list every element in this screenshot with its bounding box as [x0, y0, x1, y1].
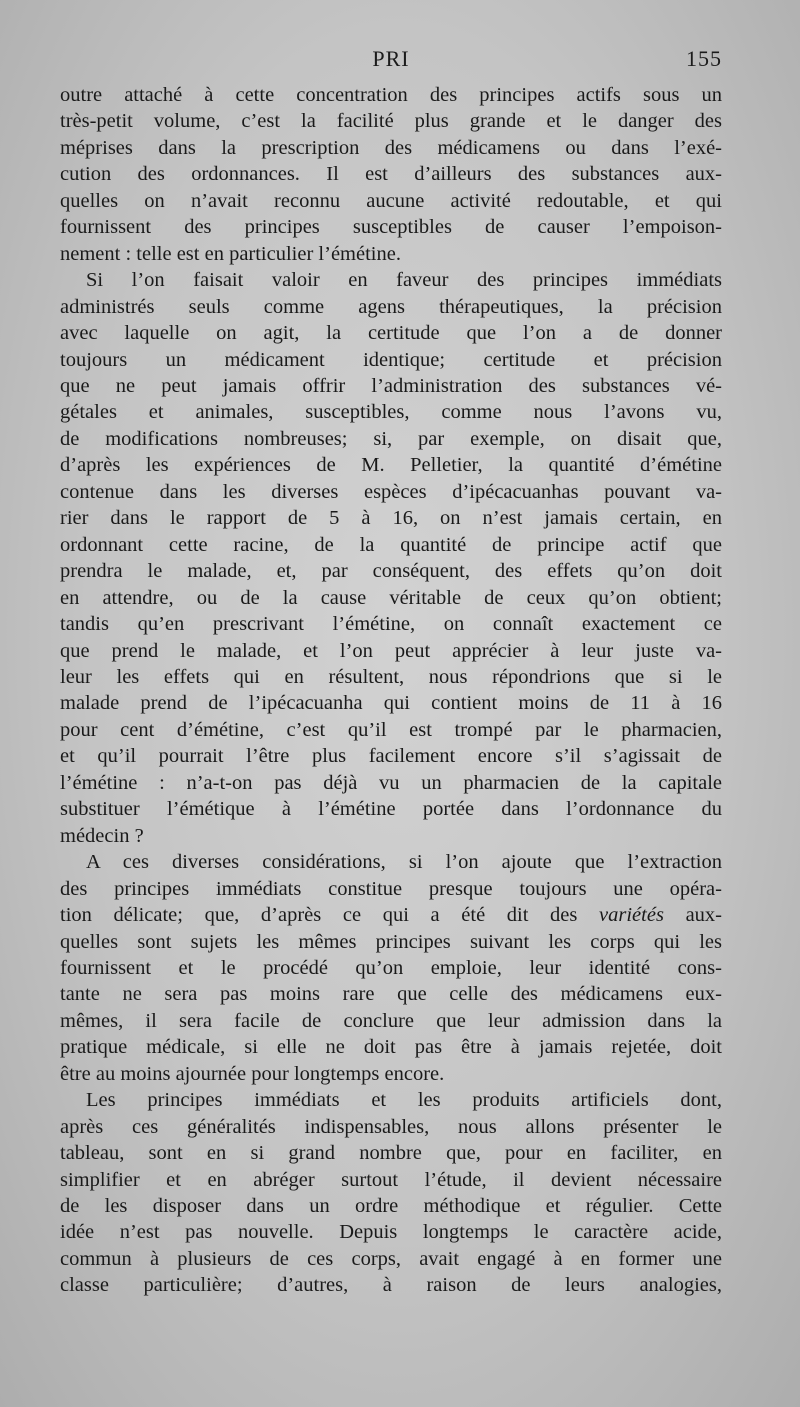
- text-line: [60, 108, 722, 134]
- running-title: PRI: [372, 46, 410, 71]
- text-line: [60, 452, 722, 478]
- text-line-content: gétales et animales, susceptibles, comme nous l’avons vu,: [60, 401, 722, 424]
- text-line-content: administrés seuls comme agens thérapeutiques, la précision: [60, 295, 722, 318]
- text-line: [60, 82, 722, 108]
- text-line-content: tableau, sont en si grand nombre que, pour en faciliter, en: [60, 1142, 722, 1165]
- text-line: [60, 532, 722, 558]
- text-line-content: de modifications nombreuses; si, par exemple, on disait que,: [60, 427, 722, 450]
- text-line: [60, 161, 722, 187]
- text-line-content: des principes immédiats constitue presque toujours une opéra-: [60, 877, 722, 900]
- text-line: [60, 373, 722, 399]
- text-line-content: toujours un médicament identique; certitude et précision: [60, 348, 722, 371]
- text-line: [60, 823, 722, 849]
- text-line: [60, 294, 722, 320]
- text-line-content: tante ne sera pas moins rare que celle des médicamens eux-: [60, 983, 722, 1006]
- text-line-content: être au moins ajournée pour longtemps encore.: [60, 1062, 445, 1085]
- text-line: [60, 558, 722, 584]
- text-line-content: A ces diverses considérations, si l’on ajoute que l’extraction: [86, 851, 722, 874]
- text-line-content: mêmes, il sera facile de conclure que leur admission dans la: [60, 1009, 722, 1032]
- text-line-content: tion délicate; que, d’après ce qui a été dit des: [60, 904, 578, 927]
- text-line-content: médecin ?: [60, 824, 144, 847]
- text-line-content: rier dans le rapport de 5 à 16, on n’est jamais certain, en: [60, 507, 722, 530]
- text-line-content: leur les effets qui en résultent, nous répondrions que si le: [60, 665, 722, 688]
- text-line: [60, 1061, 722, 1087]
- text-line: [60, 241, 722, 267]
- text-line-content: fournissent et le procédé qu’on emploie, leur identité cons-: [60, 956, 722, 979]
- text-line: [60, 347, 722, 373]
- text-line-content: que prend le malade, et l’on peut apprécier à leur juste va-: [60, 639, 722, 662]
- text-line-content: méprises dans la prescription des médicamens ou dans l’exé-: [60, 136, 722, 159]
- text-line-content: très-petit volume, c’est la facilité plus grande et le danger des: [60, 110, 722, 133]
- text-line-content: substituer l’émétique à l’émétine portée dans l’ordonnance du: [60, 798, 722, 821]
- text-line-content: outre attaché à cette concentration des principes actifs sous un: [60, 84, 722, 106]
- text-line-content: fournissent des principes susceptibles de causer l’empoison-: [60, 216, 722, 239]
- text-line-content: simplifier et en abréger surtout l’étude, il devient nécessaire: [60, 1168, 722, 1191]
- page-header: [60, 46, 722, 78]
- text-line: [60, 1114, 722, 1140]
- text-line: [60, 1193, 722, 1219]
- text-line-content: que ne peut jamais offrir l’administration des substances vé-: [60, 374, 722, 397]
- text-line: [60, 611, 722, 637]
- text-line-content: pour cent d’émétine, c’est qu’il est trompé par le pharmacien,: [60, 718, 722, 741]
- text-line: [60, 1246, 722, 1272]
- text-line: [60, 664, 722, 690]
- text-line-content: l’émétine : n’a-t-on pas déjà vu un pharmacien de la capitale: [60, 771, 722, 794]
- text-line-content: avec laquelle on agit, la certitude que l’on a de donner: [60, 322, 722, 345]
- text-line-content: Si l’on faisait valoir en faveur des principes immédiats: [86, 269, 722, 292]
- text-line-content: commun à plusieurs de ces corps, avait engagé à en former une: [60, 1247, 722, 1270]
- text-line-continuation: aux-: [663, 904, 722, 927]
- text-line: [60, 876, 722, 902]
- text-line-content: après ces généralités indispensables, nous allons présenter le: [60, 1115, 722, 1138]
- text-line-content: prendra le malade, et, par conséquent, des effets qu’on doit: [60, 560, 722, 583]
- page-number: 155: [686, 46, 722, 71]
- text-line: [60, 135, 722, 161]
- text-line: [60, 929, 722, 955]
- text-line: [60, 743, 722, 769]
- text-line: [60, 399, 722, 425]
- text-line: [60, 267, 722, 293]
- text-line-content: classe particulière; d’autres, à raison de leurs analogies,: [60, 1274, 722, 1297]
- text-line: [60, 717, 722, 743]
- text-line: [60, 479, 722, 505]
- text-line: [60, 426, 722, 452]
- text-line-content: et qu’il pourrait l’être plus facilement encore s’il s’agissait de: [60, 745, 722, 768]
- text-line: [60, 505, 722, 531]
- text-line: [60, 214, 722, 240]
- text-line-content: contenue dans les diverses espèces d’ipécacuanhas pouvant va-: [60, 480, 722, 503]
- text-line: [60, 1008, 722, 1034]
- text-line: [60, 188, 722, 214]
- text-line: [60, 320, 722, 346]
- text-line: [60, 955, 722, 981]
- text-line-content: d’après les expériences de M. Pelletier, la quantité d’émétine: [60, 454, 722, 477]
- text-line-content: nement : telle est en particulier l’émétine.: [60, 242, 401, 265]
- text-line-content: en attendre, ou de la cause véritable de ceux qu’on obtient;: [60, 586, 722, 609]
- text-line: [60, 638, 722, 664]
- text-line: [60, 770, 722, 796]
- text-line: [60, 690, 722, 716]
- text-line-content: pratique médicale, si elle ne doit pas être à jamais rejetée, doit: [60, 1036, 722, 1059]
- text-line-content: malade prend de l’ipécacuanha qui contient moins de 11 à 16: [60, 692, 722, 715]
- italic-word: variétés: [599, 904, 664, 927]
- text-line: [60, 981, 722, 1007]
- text-line-content: de les disposer dans un ordre méthodique et régulier. Cette: [60, 1195, 722, 1218]
- body-text: [60, 82, 722, 1299]
- text-line: [60, 1140, 722, 1166]
- text-line: [60, 1272, 722, 1298]
- text-line: [60, 585, 722, 611]
- text-line: [60, 796, 722, 822]
- text-line-content: ordonnant cette racine, de la quantité de principe actif que: [60, 533, 722, 556]
- text-line-content: idée n’est pas nouvelle. Depuis longtemps le caractère acide,: [60, 1221, 722, 1244]
- text-line-content: Les principes immédiats et les produits artificiels dont,: [86, 1089, 722, 1112]
- text-line: [60, 1219, 722, 1245]
- text-line-content: quelles sont sujets les mêmes principes suivant les corps qui les: [60, 930, 722, 953]
- text-line: [60, 1034, 722, 1060]
- text-line: [60, 1167, 722, 1193]
- text-line: [60, 1087, 722, 1113]
- text-line: [60, 902, 722, 928]
- text-line-content: tandis qu’en prescrivant l’émétine, on connaît exactement ce: [60, 613, 722, 636]
- text-line-content: cution des ordonnances. Il est d’ailleurs des substances aux-: [60, 163, 722, 186]
- text-line-content: quelles on n’avait reconnu aucune activité redoutable, et qui: [60, 189, 722, 212]
- text-line: [60, 849, 722, 875]
